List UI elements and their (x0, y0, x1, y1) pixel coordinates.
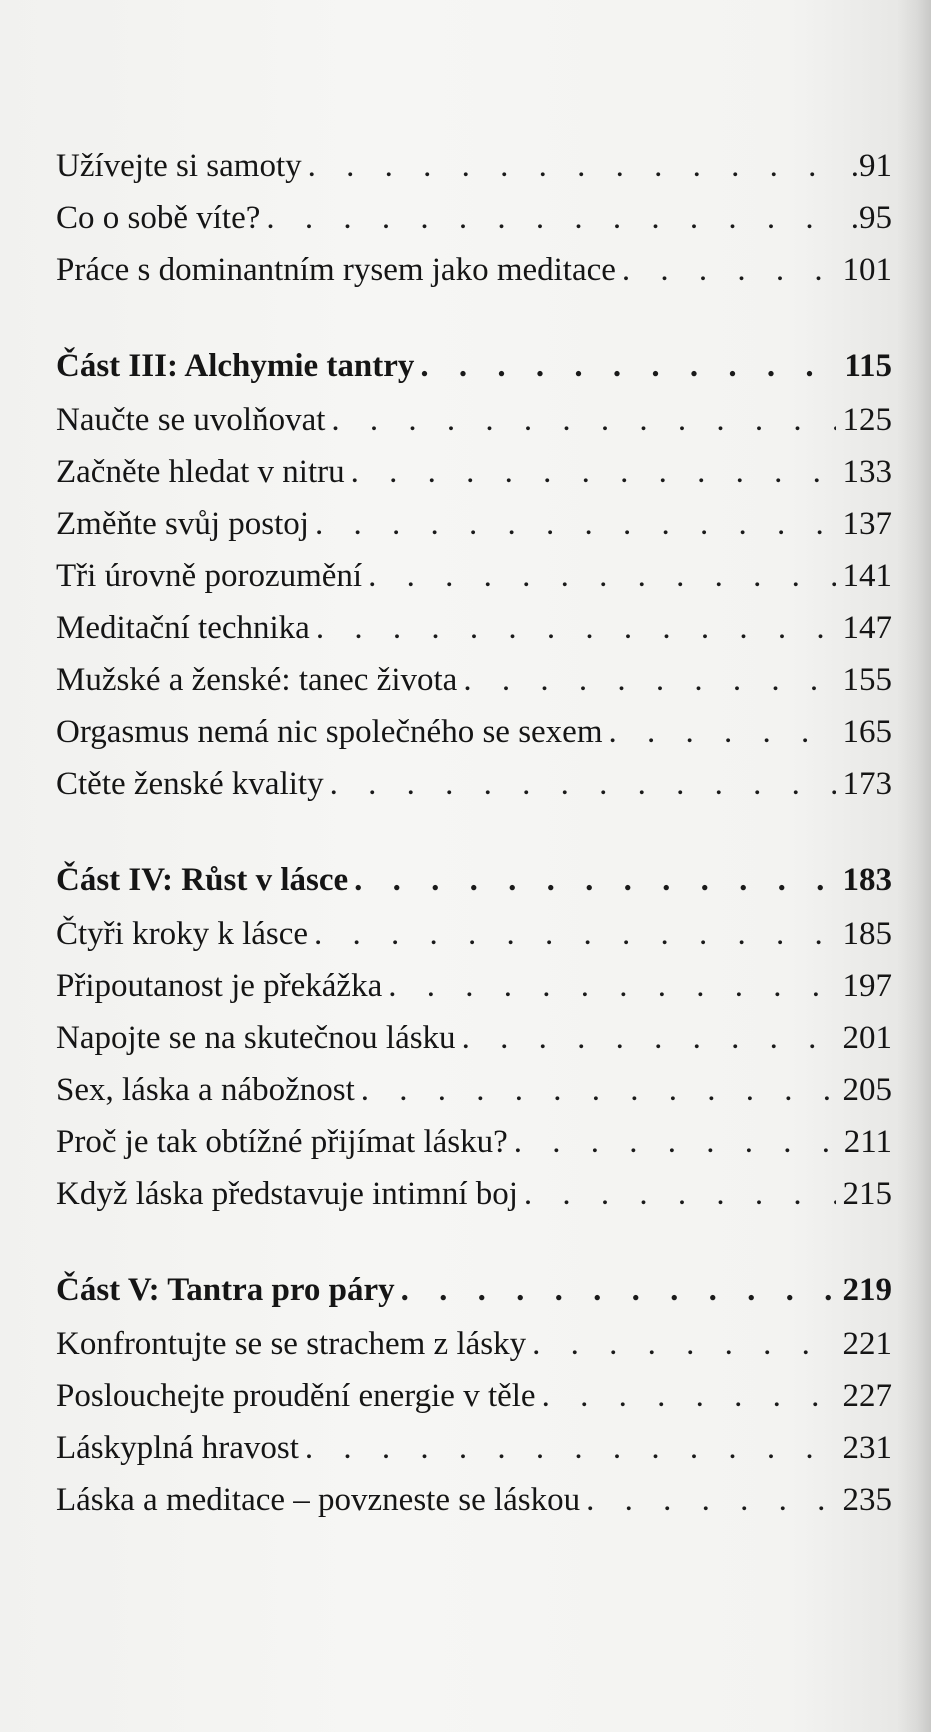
toc-entry-page: 155 (842, 662, 892, 698)
toc-entry-page: 231 (842, 1430, 892, 1466)
toc-part-title: Část III: Alchymie tantry (56, 348, 415, 384)
dot-leader (462, 1012, 836, 1064)
toc-entry-title: Mužské a ženské: tanec života (56, 662, 458, 698)
toc-entry-title: Poslouchejte proudění energie v těle (56, 1378, 536, 1414)
toc-entry-page: 227 (842, 1378, 892, 1414)
toc-entry (56, 908, 892, 960)
dot-leader (315, 498, 836, 550)
dot-leader (609, 706, 837, 758)
toc-entry-title: Naučte se uvolňovat (56, 402, 326, 438)
toc-entry-title: Láska a meditace – povzneste se láskou (56, 1482, 581, 1518)
toc-entry (56, 244, 892, 296)
toc-part-3 (56, 338, 892, 810)
toc-part-heading (56, 338, 892, 394)
dot-leader (361, 1064, 836, 1116)
toc-entry (56, 394, 892, 446)
dot-leader (351, 446, 836, 498)
toc-entry-title: Změňte svůj postoj (56, 506, 309, 542)
toc-entry-title: Tři úrovně porozumění (56, 558, 363, 594)
toc-entry-page: 101 (842, 252, 892, 288)
toc-entry (56, 1422, 892, 1474)
toc-entry-page: 197 (842, 968, 892, 1004)
table-of-contents (56, 140, 892, 1568)
toc-part-heading (56, 852, 892, 908)
dot-leader (331, 394, 836, 446)
toc-intro-group (56, 140, 892, 296)
dot-leader (401, 1262, 836, 1318)
toc-entry (56, 706, 892, 758)
toc-part-title: Část V: Tantra pro páry (56, 1272, 395, 1308)
toc-entry (56, 758, 892, 810)
toc-entry-title: Začněte hledat v nitru (56, 454, 345, 490)
toc-entry-page: 125 (842, 402, 892, 438)
toc-part-page: 115 (844, 348, 892, 384)
toc-entry (56, 550, 892, 602)
toc-entry-page: 165 (842, 714, 892, 750)
toc-entry-page: 235 (842, 1482, 892, 1518)
toc-entry (56, 1474, 892, 1526)
toc-entry (56, 960, 892, 1012)
toc-entry-page: 205 (842, 1072, 892, 1108)
toc-entry-page: .91 (850, 148, 892, 184)
toc-part-heading (56, 1262, 892, 1318)
toc-entry (56, 1318, 892, 1370)
toc-part-title: Část IV: Růst v lásce (56, 862, 349, 898)
dot-leader (514, 1116, 836, 1168)
dot-leader (354, 852, 836, 908)
toc-entry-page: 141 (842, 558, 892, 594)
toc-entry-title: Ctěte ženské kvality (56, 766, 324, 802)
toc-entry (56, 1012, 892, 1064)
dot-leader (532, 1318, 836, 1370)
toc-entry-title: Připoutanost je překážka (56, 968, 383, 1004)
toc-entry-page: 133 (842, 454, 892, 490)
toc-entry-title: Když láska představuje intimní boj (56, 1176, 518, 1212)
toc-entry-title: Konfrontujte se se strachem z lásky (56, 1326, 527, 1362)
toc-entry-title: Sex, láska a nábožnost (56, 1072, 355, 1108)
toc-entry (56, 140, 892, 192)
dot-leader (266, 192, 836, 244)
dot-leader (586, 1474, 836, 1526)
toc-entry-title: Meditační technika (56, 610, 310, 646)
dot-leader (330, 758, 836, 810)
toc-entry-page: 201 (842, 1020, 892, 1056)
toc-entry (56, 1116, 892, 1168)
toc-entry (56, 192, 892, 244)
dot-leader (420, 338, 836, 394)
toc-entry (56, 654, 892, 706)
dot-leader (308, 140, 836, 192)
toc-entry-page: 211 (843, 1124, 892, 1160)
dot-leader (622, 244, 836, 296)
toc-entry-title: Čtyři kroky k lásce (56, 916, 309, 952)
dot-leader (368, 550, 836, 602)
dot-leader (316, 602, 836, 654)
toc-entry-title: Proč je tak obtížné přijímat lásku? (56, 1124, 508, 1160)
toc-entry (56, 1168, 892, 1220)
toc-entry-page: 147 (842, 610, 892, 646)
page-edge-shadow (897, 0, 931, 1732)
toc-entry (56, 498, 892, 550)
toc-entry-page: 185 (842, 916, 892, 952)
toc-entry-page: .95 (850, 200, 892, 236)
toc-entry-page: 221 (842, 1326, 892, 1362)
toc-part-page: 219 (842, 1272, 892, 1308)
toc-entry-title: Láskyplná hravost (56, 1430, 299, 1466)
toc-part-page: 183 (842, 862, 892, 898)
toc-entry-page: 137 (842, 506, 892, 542)
toc-entry-title: Napojte se na skutečnou lásku (56, 1020, 456, 1056)
dot-leader (388, 960, 836, 1012)
dot-leader (542, 1370, 836, 1422)
toc-entry-page: 215 (842, 1176, 892, 1212)
toc-part-5 (56, 1262, 892, 1526)
dot-leader (463, 654, 836, 706)
toc-entry (56, 1064, 892, 1116)
dot-leader (524, 1168, 836, 1220)
toc-entry-title: Práce s dominantním rysem jako meditace (56, 252, 616, 288)
toc-entry (56, 602, 892, 654)
toc-entry-page: 173 (842, 766, 892, 802)
toc-entry-title: Užívejte si samoty (56, 148, 302, 184)
toc-entry (56, 446, 892, 498)
toc-entry-title: Orgasmus nemá nic společného se sexem (56, 714, 603, 750)
toc-entry (56, 1370, 892, 1422)
dot-leader (305, 1422, 836, 1474)
dot-leader (314, 908, 836, 960)
toc-part-4 (56, 852, 892, 1220)
toc-entry-title: Co o sobě víte? (56, 200, 261, 236)
